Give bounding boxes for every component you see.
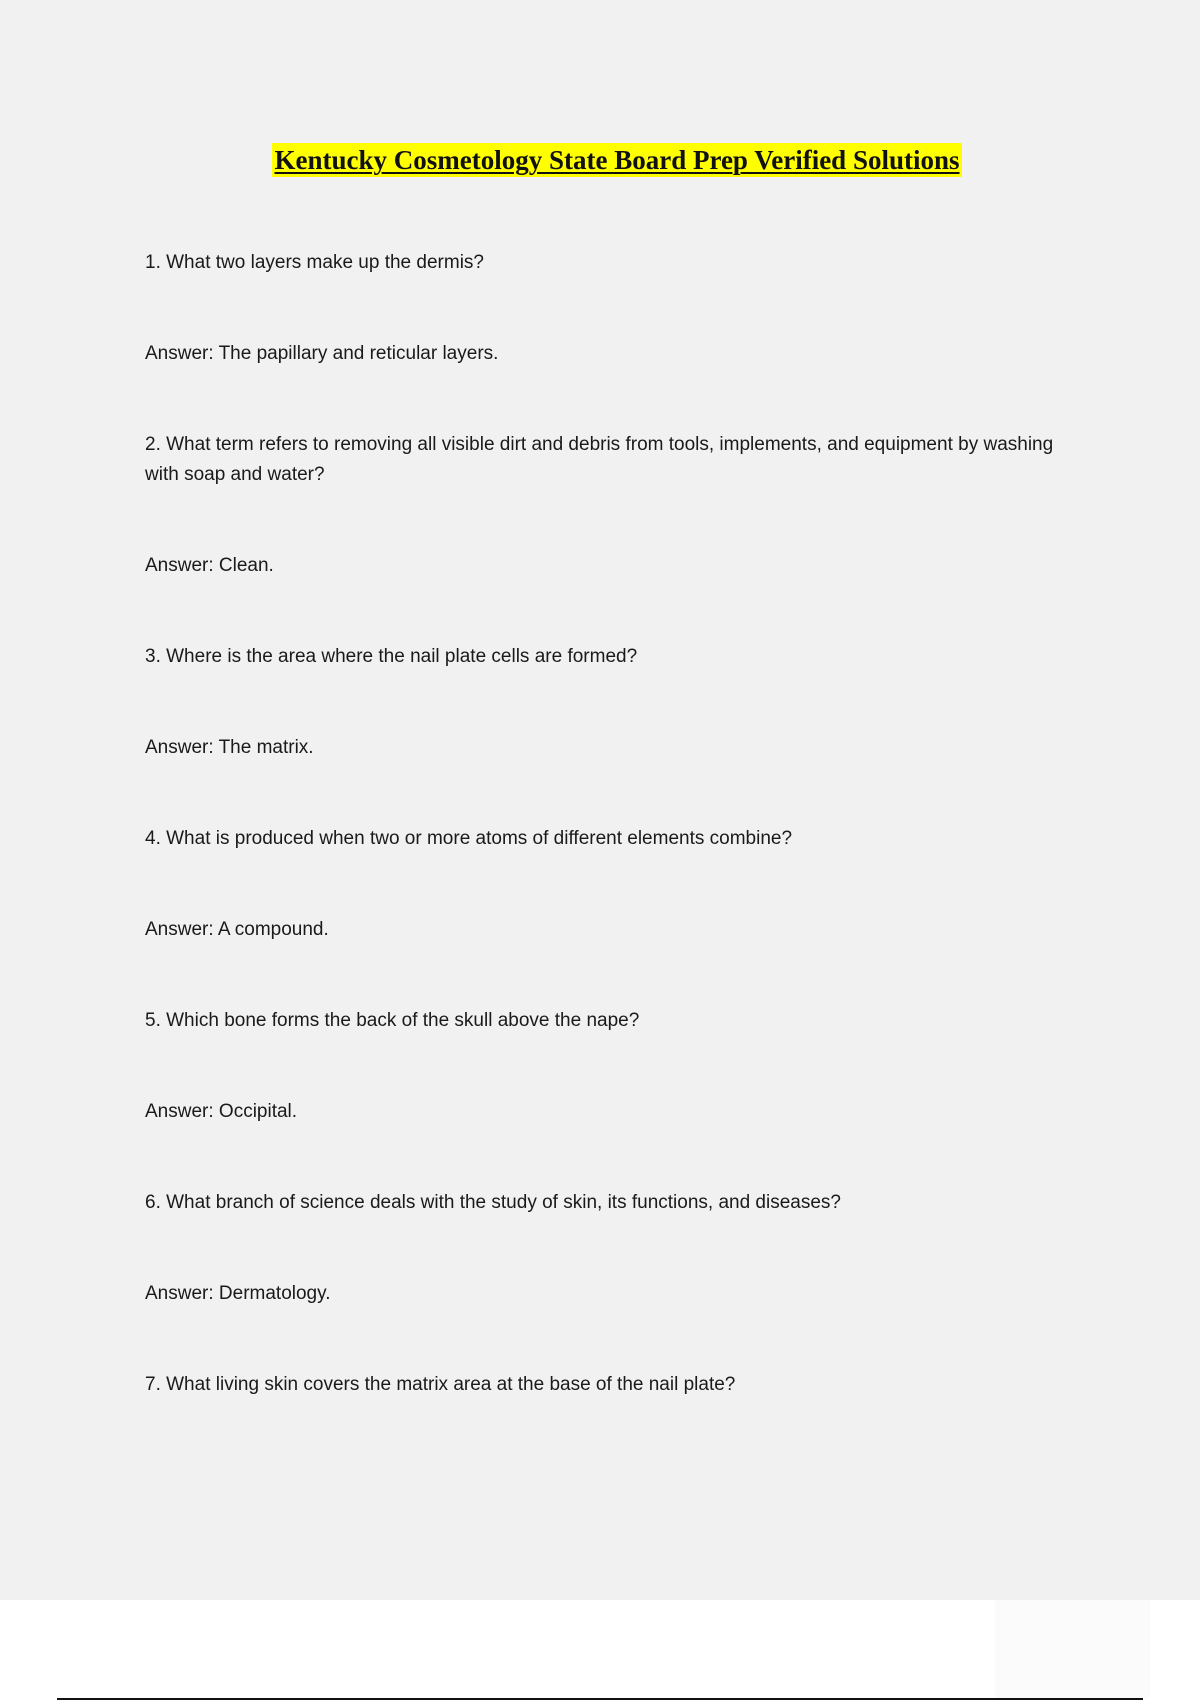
question-7: 7. What living skin covers the matrix area at the base of the nail plate? xyxy=(145,1374,736,1395)
answer-5: Answer: Occipital. xyxy=(145,1101,298,1122)
question-6: 6. What branch of science deals with the study of skin, its functions, and diseases? xyxy=(145,1192,841,1213)
title-container xyxy=(0,143,1200,177)
document-title: Kentucky Cosmetology State Board Prep Verified Solutions xyxy=(274,145,960,175)
question-4: 4. What is produced when two or more atoms of different elements combine? xyxy=(145,828,793,849)
question-1: 1. What two layers make up the dermis? xyxy=(145,252,484,273)
question-2: 2. What term refers to removing all visible dirt and debris from tools, implements, and equipment by washing with soap and water? xyxy=(145,434,1054,485)
answer-6: Answer: Dermatology. xyxy=(145,1283,331,1304)
footer-area xyxy=(995,1600,1150,1698)
question-5: 5. Which bone forms the back of the skull above the nape? xyxy=(145,1010,640,1031)
answer-4: Answer: A compound. xyxy=(145,919,329,940)
answer-2: Answer: Clean. xyxy=(145,555,274,576)
question-3: 3. Where is the area where the nail plate cells are formed? xyxy=(145,646,638,667)
answer-1: Answer: The papillary and reticular layers. xyxy=(145,343,499,364)
answer-3: Answer: The matrix. xyxy=(145,737,314,758)
